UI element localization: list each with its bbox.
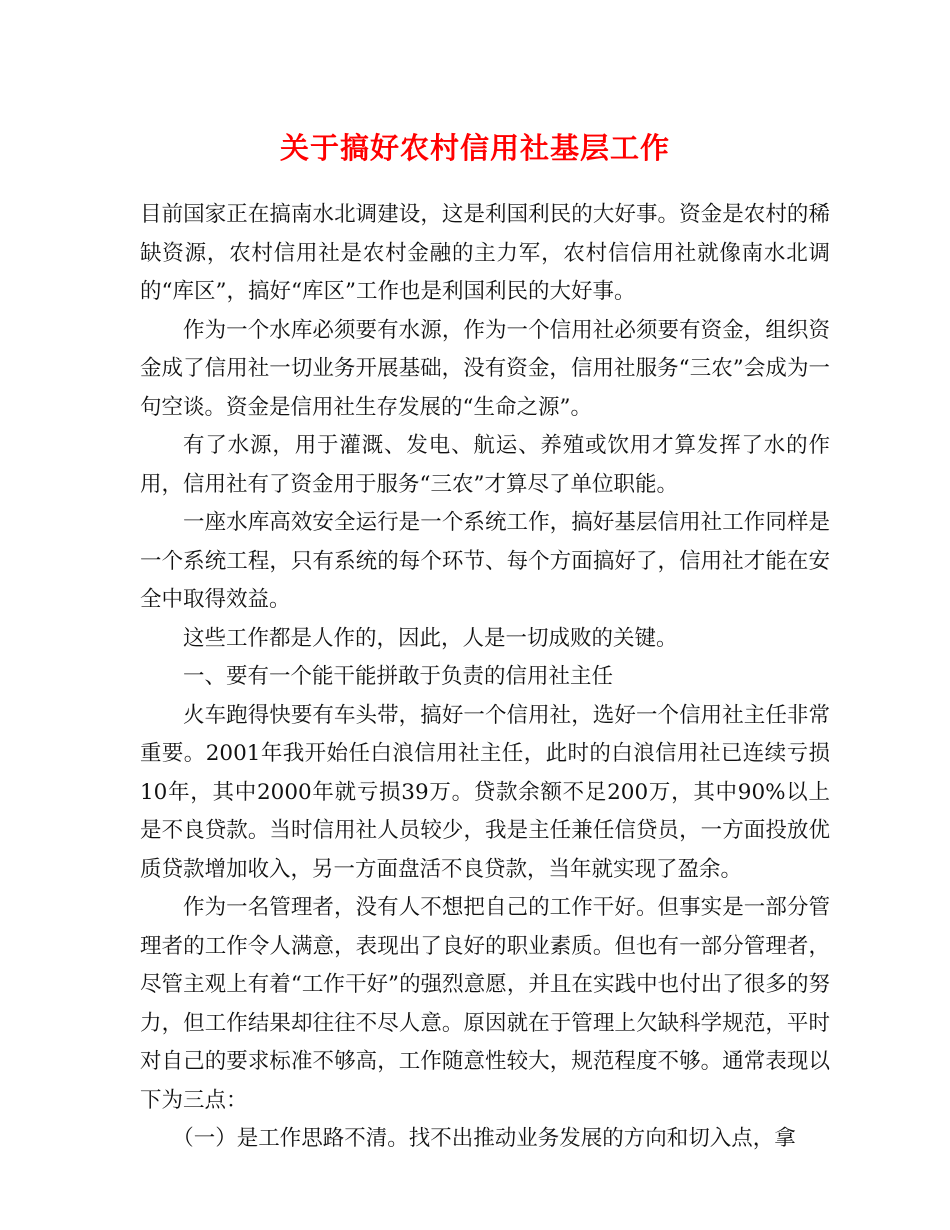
paragraph-director: 火车跑得快要有车头带，搞好一个信用社，选好一个信用社主任非常重要。2001年我开始任白浪信用社主任，此时的白浪信用社已连续亏损10年，其中2000年就亏损39万。贷款余额不足200万，其中90%以上是不良贷款。当时信用社人员较少，我是主任兼任信贷员，一方面投放优质贷款增加收入，另一方面盘活不良贷款，当年就实现了盈余。 (140, 702, 830, 882)
paragraph-people: 这些工作都是人作的，因此，人是一切成败的关键。 (183, 625, 678, 651)
section-heading-1: 一、要有一个能干能拼敢于负责的信用社主任 (183, 664, 614, 689)
paragraph-system: 一座水库高效安全运行是一个系统工作，搞好基层信用社工作同样是一个系统工程，只有系统的每个环节、每个方面搞好了，信用社才能在安全中取得效益。 (140, 510, 830, 612)
paragraph-water-use: 有了水源，用于灌溉、发电、航运、养殖或饮用才算发挥了水的作用，信用社有了资金用于服务“三农”才算尽了单位职能。 (140, 433, 830, 497)
paragraph-water-source: 作为一个水库必须要有水源，作为一个信用社必须要有资金，组织资金成了信用社一切业务开展基础，没有资金，信用社服务“三农”会成为一句空谈。资金是信用社生存发展的“生命之源”。 (140, 317, 830, 420)
paragraph-point-1: （一）是工作思路不清。找不出推动业务发展的方向和切入点，拿 (172, 1126, 796, 1151)
document-title: 关于搞好农村信用社基层工作 (279, 131, 670, 165)
document-body (140, 196, 830, 1159)
paragraph-intro: 目前国家正在搞南水北调建设，这是利国利民的大好事。资金是农村的稀缺资源，农村信用社是农村金融的主力军，农村信信用社就像南水北调的“库区”，搞好“库区”工作也是利国利民的大好事。 (140, 202, 830, 304)
paragraph-manager: 作为一名管理者，没有人不想把自己的工作干好。但事实是一部分管理者的工作令人满意，表现出了良好的职业素质。但也有一部分管理者，尽管主观上有着“工作干好”的强烈意愿，并且在实践中也付出了很多的努力，但工作结果却往往不尽人意。原因就在于管理上欠缺科学规范，平时对自己的要求标准不够高，工作随意性较大，规范程度不够。通常表现以下为三点： (140, 895, 830, 1113)
